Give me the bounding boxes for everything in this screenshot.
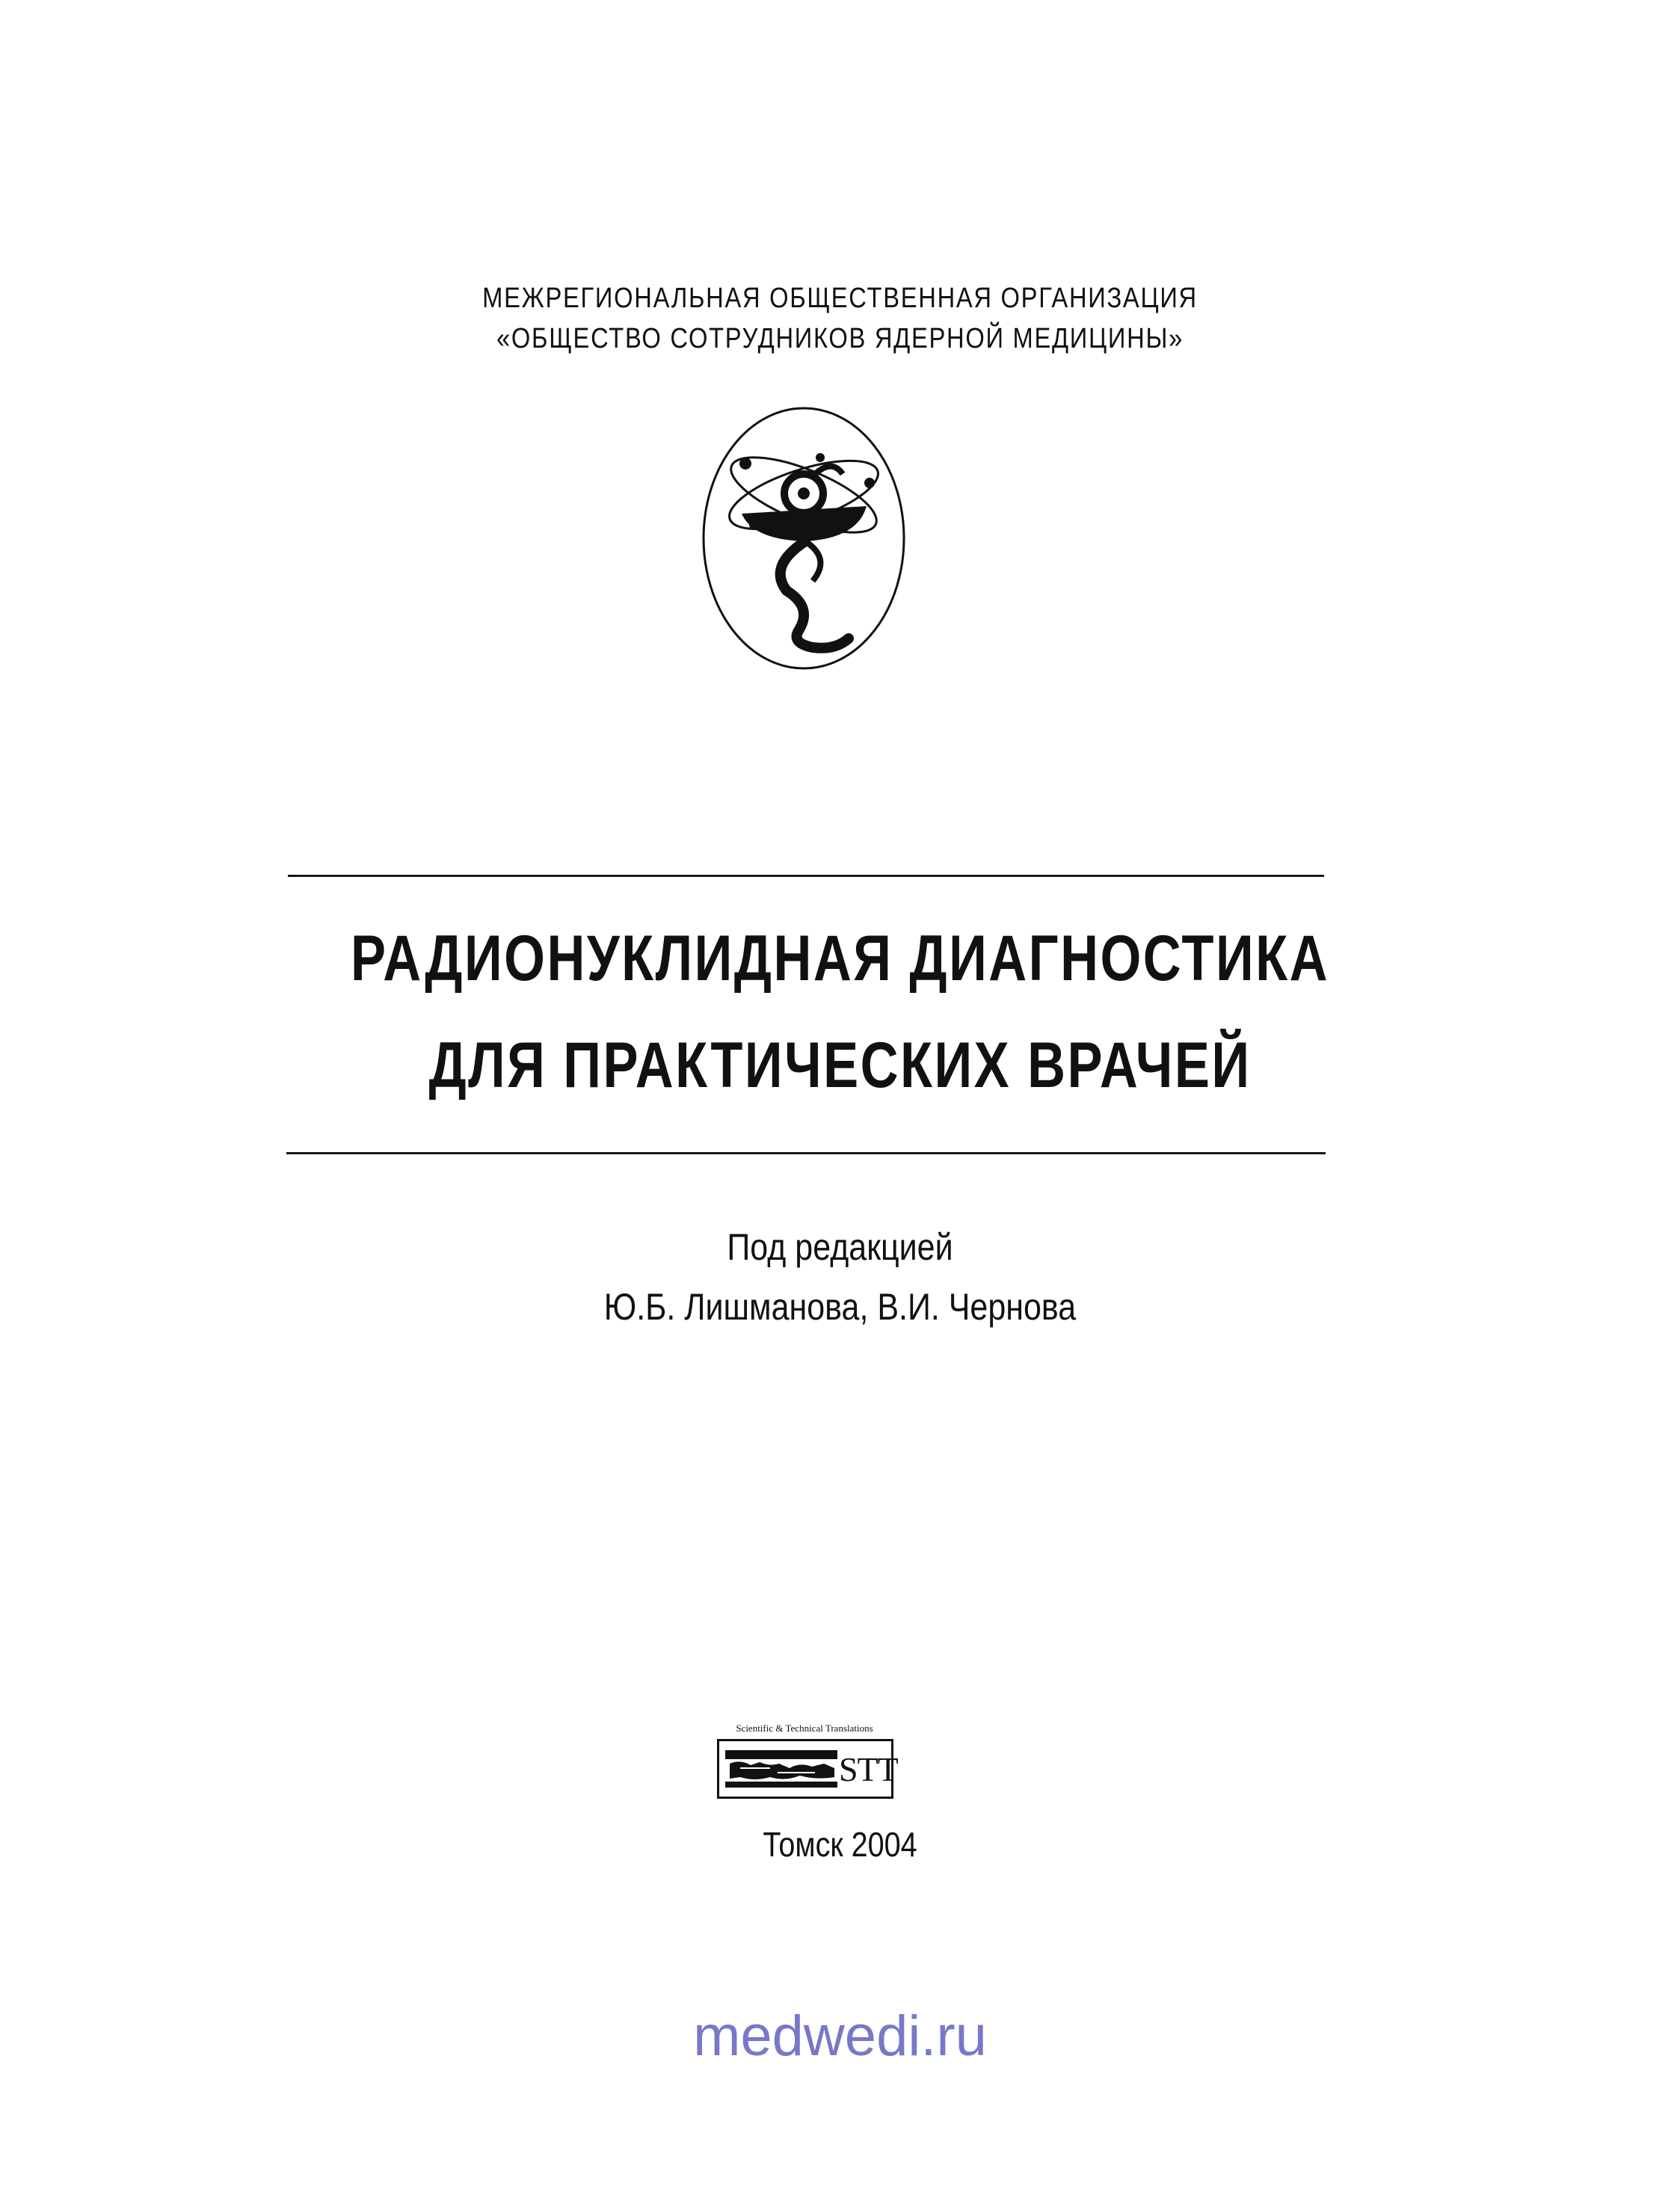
title-rule-top bbox=[288, 875, 1324, 877]
title-rule-bottom bbox=[286, 1152, 1326, 1154]
editors-block bbox=[117, 1217, 1562, 1337]
publisher-box bbox=[717, 1739, 898, 1799]
editors-names: Ю.Б. Лишманова, В.И. Чернова bbox=[603, 1286, 1077, 1328]
atom-caduceus-emblem-icon bbox=[701, 405, 907, 671]
publisher-logo bbox=[713, 1723, 896, 1803]
publisher-caption: Scientific & Technical Translations bbox=[736, 1723, 873, 1734]
book-title-line-2: ДЛЯ ПРАКТИЧЕСКИХ ВРАЧЕЙ bbox=[428, 1029, 1252, 1101]
organization-name bbox=[117, 278, 1562, 359]
publisher-abbr: STT bbox=[839, 1750, 898, 1788]
organization-line-1: МЕЖРЕГИОНАЛЬНАЯ ОБЩЕСТВЕННАЯ ОРГАНИЗАЦИЯ bbox=[482, 283, 1198, 314]
world-map-icon bbox=[725, 1747, 837, 1791]
organization-line-2: «ОБЩЕСТВО СОТРУДНИКОВ ЯДЕРНОЙ МЕДИЦИНЫ» bbox=[496, 323, 1184, 354]
editors-caption: Под редакцией bbox=[727, 1226, 953, 1268]
book-title-line-1: РАДИОНУКЛИДНАЯ ДИАГНОСТИКА bbox=[350, 923, 1330, 994]
city-year: Томск 2004 bbox=[763, 1825, 917, 1864]
watermark-text: medwedi.ru bbox=[693, 2004, 987, 2068]
